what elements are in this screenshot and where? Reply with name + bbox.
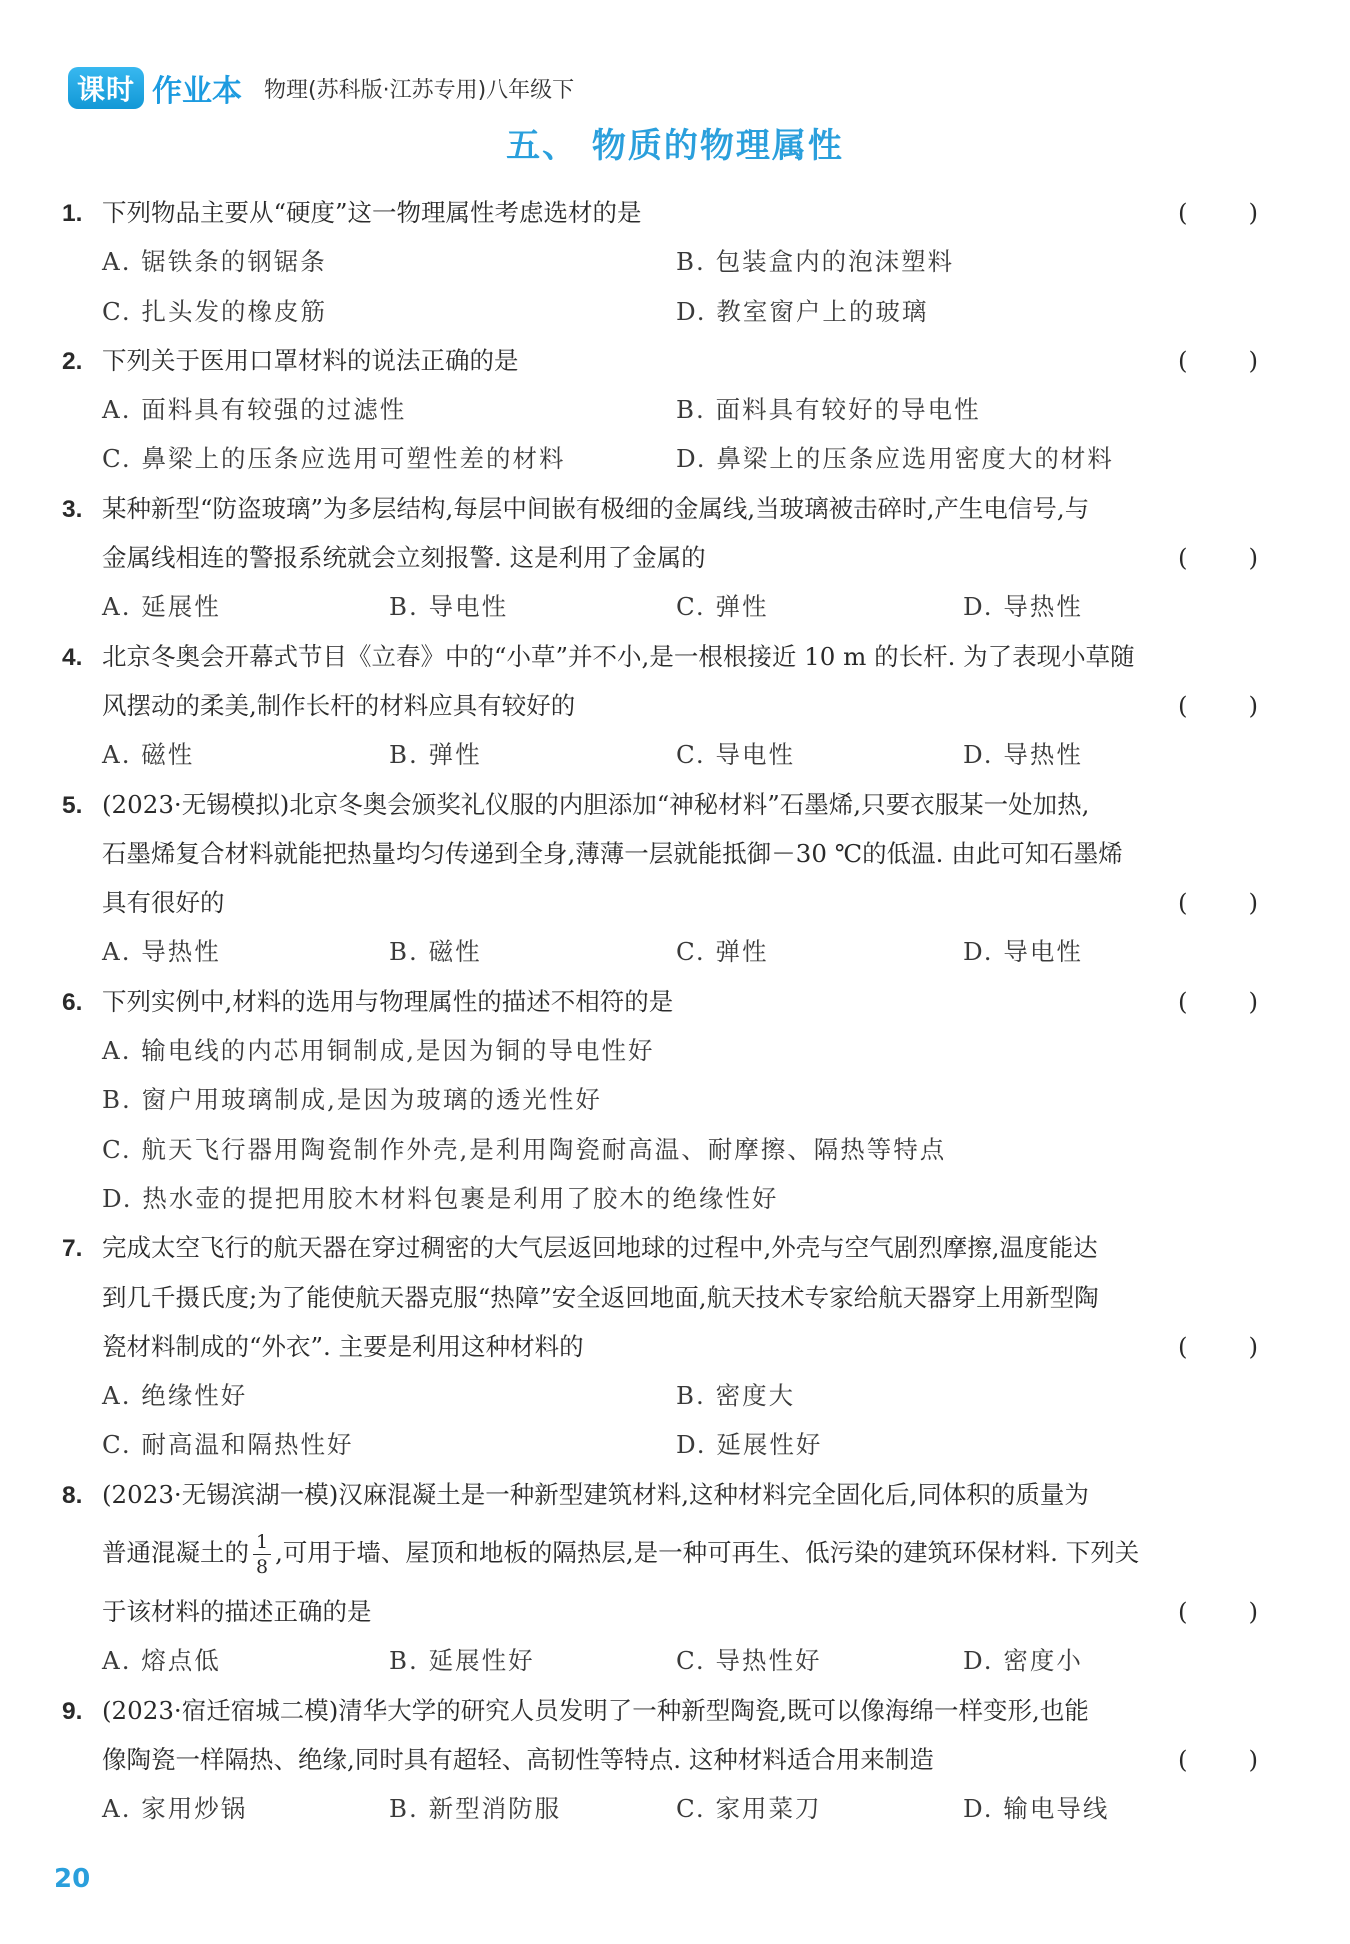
option-d: D. 导热性 [963, 740, 1083, 770]
option-d: D. 热水壶的提把用胶木材料包裹是利用了胶木的绝缘性好 [102, 1183, 779, 1213]
paren-close: ) [1248, 198, 1258, 227]
question-list [62, 188, 1258, 1834]
paren-open: ( [1178, 198, 1188, 227]
paren-open: ( [1178, 543, 1188, 573]
question-stem: 于该材料的描述正确的是 [102, 1597, 372, 1627]
question-stem: 像陶瓷一样隔热、绝缘,同时具有超轻、高韧性等特点. 这种材料适合用来制造 [102, 1744, 934, 1774]
question-stem: 石墨烯复合材料就能把热量均匀传递到全身,薄薄一层就能抵御－30 ℃的低温. 由此可知石墨烯 [102, 838, 1123, 868]
question-1-options-row [62, 287, 1258, 336]
question-5-stem-line [62, 829, 1258, 878]
option-b: B. 包装盒内的泡沫塑料 [676, 247, 955, 277]
question-4-stem-line [62, 681, 1258, 730]
paren-close: ) [1248, 1744, 1258, 1774]
question-6-option-line [62, 1075, 1258, 1124]
book-logo [68, 66, 242, 110]
option-d: D. 鼻梁上的压条应选用密度大的材料 [676, 444, 1114, 474]
option-a: A. 输电线的内芯用铜制成,是因为铜的导电性好 [102, 1036, 655, 1066]
option-a: A. 磁性 [102, 740, 195, 770]
question-5-stem-line [62, 878, 1258, 927]
question-number: 1. [62, 200, 83, 227]
answer-parentheses [1178, 681, 1258, 730]
question-6-option-line [62, 1125, 1258, 1174]
option-d: D. 输电导线 [963, 1794, 1110, 1824]
question-9-stem-line [62, 1735, 1258, 1784]
option-b: B. 密度大 [676, 1381, 796, 1411]
option-c: C. 导电性 [676, 740, 795, 770]
question-stem: 普通混凝土的 [102, 1538, 249, 1568]
paren-open: ( [1178, 1331, 1188, 1361]
option-b: B. 面料具有较好的导电性 [676, 395, 981, 425]
question-8-stem-line [62, 1519, 1258, 1587]
answer-parentheses [1178, 977, 1258, 1026]
option-c: C. 导热性好 [676, 1646, 822, 1676]
question-number: 2. [62, 347, 83, 375]
option-b: B. 磁性 [389, 937, 482, 967]
answer-parentheses [1178, 1322, 1258, 1371]
answer-parentheses [1178, 878, 1258, 927]
book-subtitle: 物理(苏科版·江苏专用)八年级下 [264, 77, 575, 103]
question-number: 8. [62, 1481, 83, 1509]
paren-open: ( [1178, 690, 1188, 720]
question-stem: 下列物品主要从“硬度”这一物理属性考虑选材的是 [102, 198, 642, 227]
question-6-option-line [62, 1026, 1258, 1075]
question-stem: 到几千摄氏度;为了能使航天器克服“热障”安全返回地面,航天技术专家给航天器穿上用新型陶 [102, 1282, 1099, 1312]
option-a: A. 熔点低 [102, 1646, 221, 1676]
question-stem: (2023·无锡模拟)北京冬奥会颁奖礼仪服的内胆添加“神秘材料”石墨烯,只要衣服某一处加热, [102, 789, 1090, 819]
question-stem: (2023·无锡滨湖一模)汉麻混凝土是一种新型建筑材料,这种材料完全固化后,同体积的质量为 [102, 1479, 1089, 1509]
logo-text: 作业本 [152, 74, 242, 109]
option-a: A. 家用炒锅 [102, 1794, 248, 1824]
question-number: 6. [62, 988, 83, 1016]
question-number: 4. [62, 643, 83, 671]
paren-close: ) [1248, 1597, 1258, 1627]
option-c: C. 弹性 [676, 937, 769, 967]
option-c: C. 鼻梁上的压条应选用可塑性差的材料 [102, 444, 566, 474]
paren-close: ) [1248, 543, 1258, 573]
question-9-options-row [62, 1784, 1258, 1833]
answer-parentheses [1178, 188, 1258, 237]
option-b: B. 窗户用玻璃制成,是因为玻璃的透光性好 [102, 1085, 602, 1115]
question-7-stem-line [62, 1223, 1258, 1272]
logo-badge: 课时 [68, 67, 144, 109]
question-8-stem-line [62, 1470, 1258, 1519]
option-d: D. 导电性 [963, 937, 1083, 967]
question-3-stem-line [62, 484, 1258, 533]
question-4-options-row [62, 730, 1258, 779]
question-5-stem-line [62, 780, 1258, 829]
option-a: A. 延展性 [102, 592, 221, 622]
question-7-stem-line [62, 1273, 1258, 1322]
paren-close: ) [1248, 690, 1258, 720]
question-6-stem-line [62, 977, 1258, 1026]
question-2-options-row [62, 385, 1258, 434]
question-7-options-row [62, 1371, 1258, 1420]
question-2-options-row [62, 434, 1258, 483]
paren-close: ) [1248, 1331, 1258, 1361]
section-title: 五、 物质的物理属性 [506, 126, 844, 166]
question-2-stem-line [62, 336, 1258, 385]
question-stem: 风摆动的柔美,制作长杆的材料应具有较好的 [102, 690, 576, 720]
question-number: 9. [62, 1697, 83, 1725]
question-stem: ,可用于墙、屋顶和地板的隔热层,是一种可再生、低污染的建筑环保材料. 下列关 [275, 1538, 1140, 1568]
option-c: C. 航天飞行器用陶瓷制作外壳,是利用陶瓷耐高温、耐摩擦、隔热等特点 [102, 1134, 947, 1164]
answer-parentheses [1178, 533, 1258, 582]
option-c: C. 耐高温和隔热性好 [102, 1430, 354, 1460]
question-stem: 金属线相连的警报系统就会立刻报警. 这是利用了金属的 [102, 543, 706, 573]
paren-open: ( [1178, 986, 1188, 1016]
option-b: B. 新型消防服 [389, 1794, 562, 1824]
page-number: 20 [54, 1864, 91, 1894]
question-number: 7. [62, 1235, 83, 1263]
question-9-stem-line [62, 1686, 1258, 1735]
answer-parentheses [1178, 336, 1258, 385]
paren-open: ( [1178, 1744, 1188, 1774]
question-stem: 完成太空飞行的航天器在穿过稠密的大气层返回地球的过程中,外壳与空气剧烈摩擦,温度能达 [102, 1233, 1098, 1263]
fraction-one-eighth [253, 1530, 271, 1579]
answer-parentheses [1178, 1587, 1258, 1636]
question-stem: 北京冬奥会开幕式节目《立春》中的“小草”并不小,是一根根接近 10 m 的长杆. 为了表现小草随 [102, 641, 1135, 671]
question-8-stem-line [62, 1587, 1258, 1636]
option-c: C. 家用菜刀 [676, 1794, 822, 1824]
fraction-numerator: 1 [253, 1530, 271, 1555]
question-number: 5. [62, 791, 83, 819]
option-d: D. 教室窗户上的玻璃 [676, 296, 929, 326]
option-a: A. 绝缘性好 [102, 1381, 248, 1411]
paren-close: ) [1248, 986, 1258, 1016]
question-3-options-row [62, 582, 1258, 631]
fraction-denominator: 8 [256, 1556, 269, 1579]
paren-close: ) [1248, 345, 1258, 375]
question-1-options-row [62, 237, 1258, 286]
paren-open: ( [1178, 345, 1188, 375]
page-header [68, 64, 574, 112]
question-stem: 下列关于医用口罩材料的说法正确的是 [102, 345, 519, 375]
question-7-options-row [62, 1420, 1258, 1469]
option-d: D. 导热性 [963, 592, 1083, 622]
question-3-stem-line [62, 533, 1258, 582]
question-stem: 下列实例中,材料的选用与物理属性的描述不相符的是 [102, 986, 674, 1016]
option-b: B. 导电性 [389, 592, 509, 622]
question-5-options-row [62, 927, 1258, 976]
question-stem: 具有很好的 [102, 888, 225, 918]
option-a: A. 导热性 [102, 937, 221, 967]
option-d: D. 密度小 [963, 1646, 1083, 1676]
paren-open: ( [1178, 1597, 1188, 1627]
option-a: A. 锯铁条的钢锯条 [102, 247, 327, 277]
option-d: D. 延展性好 [676, 1430, 823, 1460]
question-1-stem-line [62, 188, 1258, 237]
paren-open: ( [1178, 888, 1188, 918]
option-b: B. 弹性 [389, 740, 482, 770]
option-c: C. 弹性 [676, 592, 769, 622]
question-stem: 某种新型“防盗玻璃”为多层结构,每层中间嵌有极细的金属线,当玻璃被击碎时,产生电信号,与 [102, 493, 1090, 523]
question-number: 3. [62, 495, 83, 523]
option-a: A. 面料具有较强的过滤性 [102, 395, 407, 425]
option-c: C. 扎头发的橡皮筋 [102, 296, 327, 326]
question-7-stem-line [62, 1322, 1258, 1371]
paren-close: ) [1248, 888, 1258, 918]
question-6-option-line [62, 1174, 1258, 1223]
answer-parentheses [1178, 1735, 1258, 1784]
option-b: B. 延展性好 [389, 1646, 535, 1676]
question-4-stem-line [62, 632, 1258, 681]
question-stem: (2023·宿迁宿城二模)清华大学的研究人员发明了一种新型陶瓷,既可以像海绵一样变形,也能 [102, 1695, 1089, 1725]
question-8-options-row [62, 1636, 1258, 1685]
question-stem: 瓷材料制成的“外衣”. 主要是利用这种材料的 [102, 1331, 584, 1361]
